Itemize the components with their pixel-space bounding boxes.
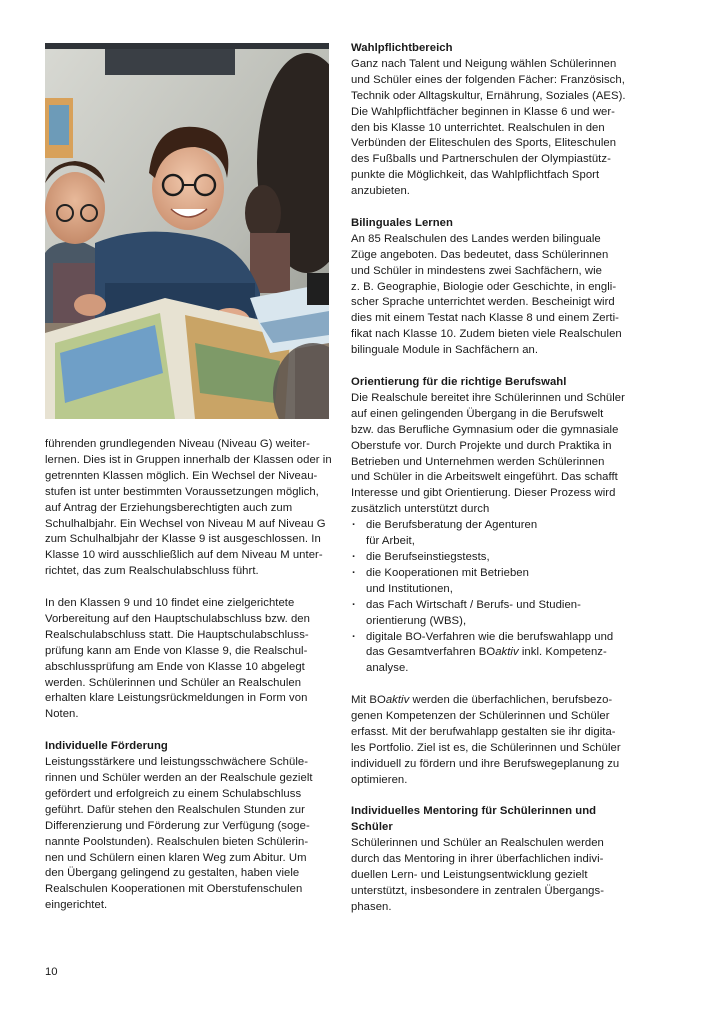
page-number: 10 — [45, 966, 58, 978]
left-column — [45, 437, 335, 914]
bullet5-text-b: inkl. Kompetenz- analyse. — [366, 646, 607, 675]
list-item: · das Fach Wirtschaft / Berufs- und Studien- orientierung (WBS), — [351, 598, 651, 630]
paragraph-mentoring: Schülerinnen und Schüler an Realschulen werden durch das Mentoring in ihrer überfachlichen indivi- duellen Lern- und Leistungsentwicklung gezielt unterstützt, insbesondere in zentralen Übergangs- phasen. — [351, 837, 605, 913]
paragraph-berufswahl: Die Realschule bereitet ihre Schülerinnen und Schüler auf einen gelingenden Übergang in die Berufswelt bzw. das Berufliche Gymnasium oder die gymnasiale Oberstufe vor. Durch Projekte und durch Praktika in Betrieben und Unternehmen werden Schülerinnen und Schüler in die Arbeitswelt eingeführt. Das schafft Interesse und gibt Orientierung. Dieser Prozess wird zusätzlich unterstützt durch — [351, 391, 625, 516]
heading-wahlpflichtbereich: Wahlpflichtbereich — [351, 42, 453, 54]
heading-mentoring: Individuelles Mentoring für Schülerinnen und Schüler — [351, 805, 597, 834]
boaktiv-text-b: werden die überfachlichen, berufsbezo- genen Kompetenzen der Schülerinnen und Schüler erfasst. Mit der berufwahlapp gestalten sie ihr digita- les Portfolio. Ziel ist es, die Schülerinnen und Schüler individuell zu fördern und ihre Berufswegeplanung zu optimieren. — [351, 694, 621, 786]
list-item: · die Kooperationen mit Betrieben und Institutionen, — [351, 566, 651, 598]
heading-individuelle-foerderung: Individuelle Förderung — [45, 740, 168, 753]
paragraph-foerderung: Leistungsstärkere und leistungsschwächere Schüle- rinnen und Schüler werden an der Realschule gezielt gefördert und erfolgreich zu einem Schulabschluss geführt. Dafür stehen den Realschulen Stunden zur Differenzierung und Förderung zur Verfügung (soge- nannte Poolstunden). Realschulen bieten Schülerin- nen und Schülern einen klaren Weg zum Abitur. Um den Übergang gelingend zu gestalten, haben viele Realschulen Kooperationen mit Oberstufenschulen eingerichtet. — [45, 756, 313, 912]
list-item: · die Berufsberatung der Agenturen für Arbeit, — [351, 518, 651, 550]
paragraph-abschluss: In den Klassen 9 und 10 findet eine zielgerichtete Vorbereitung auf den Hauptschulabschluss bzw. den Realschulabschluss statt. Die Hauptschulabschluss- prüfung kann am Ende von Klasse 9, die Realschul- abschlussprüfung am Ende von Klasse 10 abgelegt werden. Schülerinnen und Schüler an Realschulen erhalten klare Leistungsrückmeldungen in Form von Noten. — [45, 597, 310, 721]
heading-bilinguales-lernen: Bilinguales Lernen — [351, 216, 453, 229]
paragraph-wahlpflicht: Ganz nach Talent und Neigung wählen Schülerinnen und Schüler eines der folgenden Fächer: Französisch, Technik oder Alltagskultur, Ernährung, Soziales (AES). Die Wahlpflichtfächer beginnen in Klasse 6 und wer- den bis Klasse 10 unterrichtet. Realschulen in den Verbünden der Eliteschulen des Sports, Eliteschulen des Fußballs und Partnerschulen der Olympiastütz- punkte die Möglichkeit, das Wahlpflichtfach Sport anzubieten. — [351, 57, 626, 198]
list-item: · die Berufseinstiegstests, — [351, 550, 651, 566]
paragraph-boaktiv — [351, 693, 651, 788]
paragraph-bilingual: An 85 Realschulen des Landes werden bilinguale Züge angeboten. Das bedeutet, dass Schülerinnen und Schüler in mindestens zwei Sachfächern, wie z. B. Geographie, Biologie oder Geschichte, in engli- scher Sprache unterrichtet werden. Bescheinigt wird dies mit einem Testat nach Klasse 8 und einem Zerti- fikat nach Klasse 10. Zudem bieten viele Realschulen bilinguale Module in Sachfächern an. — [351, 232, 622, 357]
students-photo — [45, 43, 329, 419]
bullet5-italic: aktiv — [495, 646, 519, 659]
bullet5-text-a: digitale BO-Verfahren wie die berufswahlapp und das Gesamtverfahren BO — [366, 630, 614, 659]
list-item — [351, 630, 651, 678]
boaktiv-text-a: Mit BO — [351, 694, 386, 707]
bullet-list — [351, 518, 651, 677]
paragraph-niveau: führenden grundlegenden Niveau (Niveau G) weiter- lernen. Dies ist in Gruppen innerhalb der Klassen oder in getrennten Klassen möglich. Ein Wechsel der Niveau- stufen ist unter bestimmten Voraussetzungen möglich, auf Antrag der Erziehungsberechtigten auch zum Schulhalbjahr. Ein Wechsel von Niveau M auf Niveau G zum Schulhalbjahr der Klasse 9 ist ausgeschlossen. In Klasse 10 wird ausschließlich auf dem Niveau M unter- richtet, das zum Realschulabschluss führt. — [45, 438, 332, 578]
right-column — [351, 41, 651, 916]
heading-berufswahl: Orientierung für die richtige Berufswahl — [351, 376, 567, 388]
boaktiv-italic: aktiv — [385, 694, 410, 707]
